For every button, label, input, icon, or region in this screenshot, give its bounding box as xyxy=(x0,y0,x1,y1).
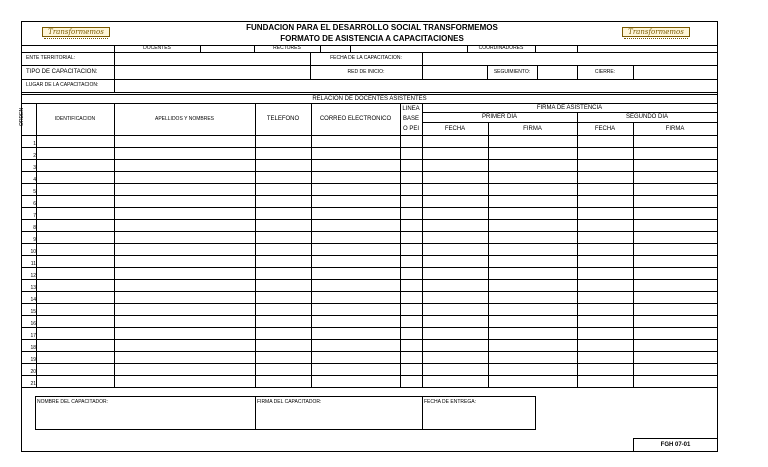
logo-left-text: Transformemos xyxy=(42,27,110,37)
row-number: 10 xyxy=(30,249,36,255)
table-row[interactable] xyxy=(22,208,717,220)
logo-right-underline xyxy=(624,38,688,41)
form-code: FGH 07-01 xyxy=(633,438,717,451)
divider xyxy=(422,122,717,123)
divider xyxy=(255,396,256,430)
table-row[interactable] xyxy=(22,196,717,208)
row-number: 9 xyxy=(33,237,36,243)
col-apellidos: APELLIDOS Y NOMBRES xyxy=(154,116,214,122)
firma-dia-1: FIRMA xyxy=(523,126,542,132)
divider xyxy=(114,52,115,92)
table-row[interactable] xyxy=(22,316,717,328)
divider xyxy=(200,45,201,52)
table-row[interactable] xyxy=(22,220,717,232)
table-row[interactable] xyxy=(22,376,717,388)
ente-territorial-field[interactable] xyxy=(116,53,308,64)
form-title: FUNDACION PARA EL DESARROLLO SOCIAL TRANSFORMEMOS xyxy=(246,23,498,32)
label-fecha-capacitacion: FECHA DE LA CAPACITACION: xyxy=(330,55,402,61)
primer-dia: PRIMER DIA xyxy=(481,114,517,120)
row-number: 12 xyxy=(30,273,36,279)
divider xyxy=(350,45,351,52)
divider xyxy=(633,65,634,79)
label-nombre-capacitador: NOMBRE DEL CAPACITADOR: xyxy=(37,399,109,405)
col-telefono: TELEFONO xyxy=(266,116,300,122)
table-row[interactable] xyxy=(22,136,717,148)
nombre-capacitador-field[interactable] xyxy=(38,407,252,428)
label-red-inicio: RED DE INICIO: xyxy=(347,69,385,75)
divider xyxy=(22,92,717,93)
firma-asistencia: FIRMA DE ASISTENCIA xyxy=(536,105,603,111)
row-number: 4 xyxy=(33,177,36,183)
row-number: 2 xyxy=(33,153,36,159)
logo-right xyxy=(622,27,690,41)
segundo-dia: SEGUNDO DIA xyxy=(625,114,668,120)
col-linea-3: O PEI xyxy=(402,126,419,132)
row-number: 1 xyxy=(33,141,36,147)
table-row[interactable] xyxy=(22,172,717,184)
row-number: 19 xyxy=(30,357,36,363)
row-number: 21 xyxy=(30,381,36,387)
label-rectores: RECTORES xyxy=(273,45,301,51)
row-number: 15 xyxy=(30,309,36,315)
row-number: 18 xyxy=(30,345,36,351)
col-linea-1: LINEA xyxy=(402,106,420,112)
table-row[interactable] xyxy=(22,364,717,376)
label-lugar-capacitacion: LUGAR DE LA CAPACITACION: xyxy=(26,82,99,88)
divider xyxy=(422,396,423,430)
label-tipo-capacitacion: TIPO DE CAPACITACION: xyxy=(26,69,98,75)
row-number: 20 xyxy=(30,369,36,375)
fecha-dia-1: FECHA xyxy=(444,126,466,132)
table-row[interactable] xyxy=(22,244,717,256)
label-firma-capacitador: FIRMA DEL CAPACITADOR: xyxy=(257,399,322,405)
fecha-dia-2: FECHA xyxy=(594,126,616,132)
table-row[interactable] xyxy=(22,292,717,304)
table-row[interactable] xyxy=(22,148,717,160)
row-number: 6 xyxy=(33,201,36,207)
label-docentes: DOCENTES xyxy=(143,45,171,51)
row-number: 7 xyxy=(33,213,36,219)
table-row[interactable] xyxy=(22,160,717,172)
col-linea-2: BASE xyxy=(402,116,419,122)
table-row[interactable] xyxy=(22,256,717,268)
form-subtitle: FORMATO DE ASISTENCIA A CAPACITACIONES xyxy=(280,34,464,43)
table-row[interactable] xyxy=(22,268,717,280)
divider xyxy=(22,387,717,388)
table-row[interactable] xyxy=(22,340,717,352)
tipo-capacitacion-field[interactable] xyxy=(116,66,308,78)
table-row[interactable] xyxy=(22,232,717,244)
col-identificacion: IDENTIFICACION xyxy=(54,116,96,122)
seguimiento-field[interactable] xyxy=(539,66,576,78)
divider xyxy=(320,45,321,52)
table-row[interactable] xyxy=(22,304,717,316)
row-number: 16 xyxy=(30,321,36,327)
logo-right-text: Transformemos xyxy=(622,27,690,37)
label-seguimiento: SEGUIMIENTO: xyxy=(493,69,531,75)
firma-capacitador-field[interactable] xyxy=(258,407,419,428)
section-title: RELACION DE DOCENTES ASISTENTES xyxy=(312,96,427,102)
col-correo: CORREO ELECTRONICO xyxy=(319,116,392,122)
attendance-form-sheet xyxy=(21,21,718,452)
row-number: 3 xyxy=(33,165,36,171)
cierre-field[interactable] xyxy=(635,66,715,78)
row-number: 5 xyxy=(33,189,36,195)
logo-left xyxy=(42,27,110,41)
table-row[interactable] xyxy=(22,352,717,364)
lugar-capacitacion-field[interactable] xyxy=(116,80,714,91)
label-cierre: CIERRE: xyxy=(594,69,616,75)
logo-left-underline xyxy=(44,38,108,41)
row-number: 17 xyxy=(30,333,36,339)
row-number: 11 xyxy=(30,261,36,267)
table-row[interactable] xyxy=(22,184,717,196)
row-number: 8 xyxy=(33,225,36,231)
table-row[interactable] xyxy=(22,328,717,340)
fecha-capacitacion-field[interactable] xyxy=(424,53,714,64)
divider xyxy=(537,65,538,79)
red-inicio-field[interactable] xyxy=(424,66,486,78)
label-ente-territorial: ENTE TERRITORIAL: xyxy=(26,55,75,61)
row-number: 13 xyxy=(30,285,36,291)
table-row[interactable] xyxy=(22,280,717,292)
fecha-entrega-field[interactable] xyxy=(425,407,533,428)
label-fecha-entrega: FECHA DE ENTREGA: xyxy=(424,399,476,405)
divider xyxy=(535,45,536,52)
divider xyxy=(577,45,578,52)
col-orden: ORDEN xyxy=(19,107,25,126)
label-coordinadores: COORDINADORES xyxy=(478,45,524,51)
row-number: 14 xyxy=(30,297,36,303)
firma-dia-2: FIRMA xyxy=(665,126,685,132)
